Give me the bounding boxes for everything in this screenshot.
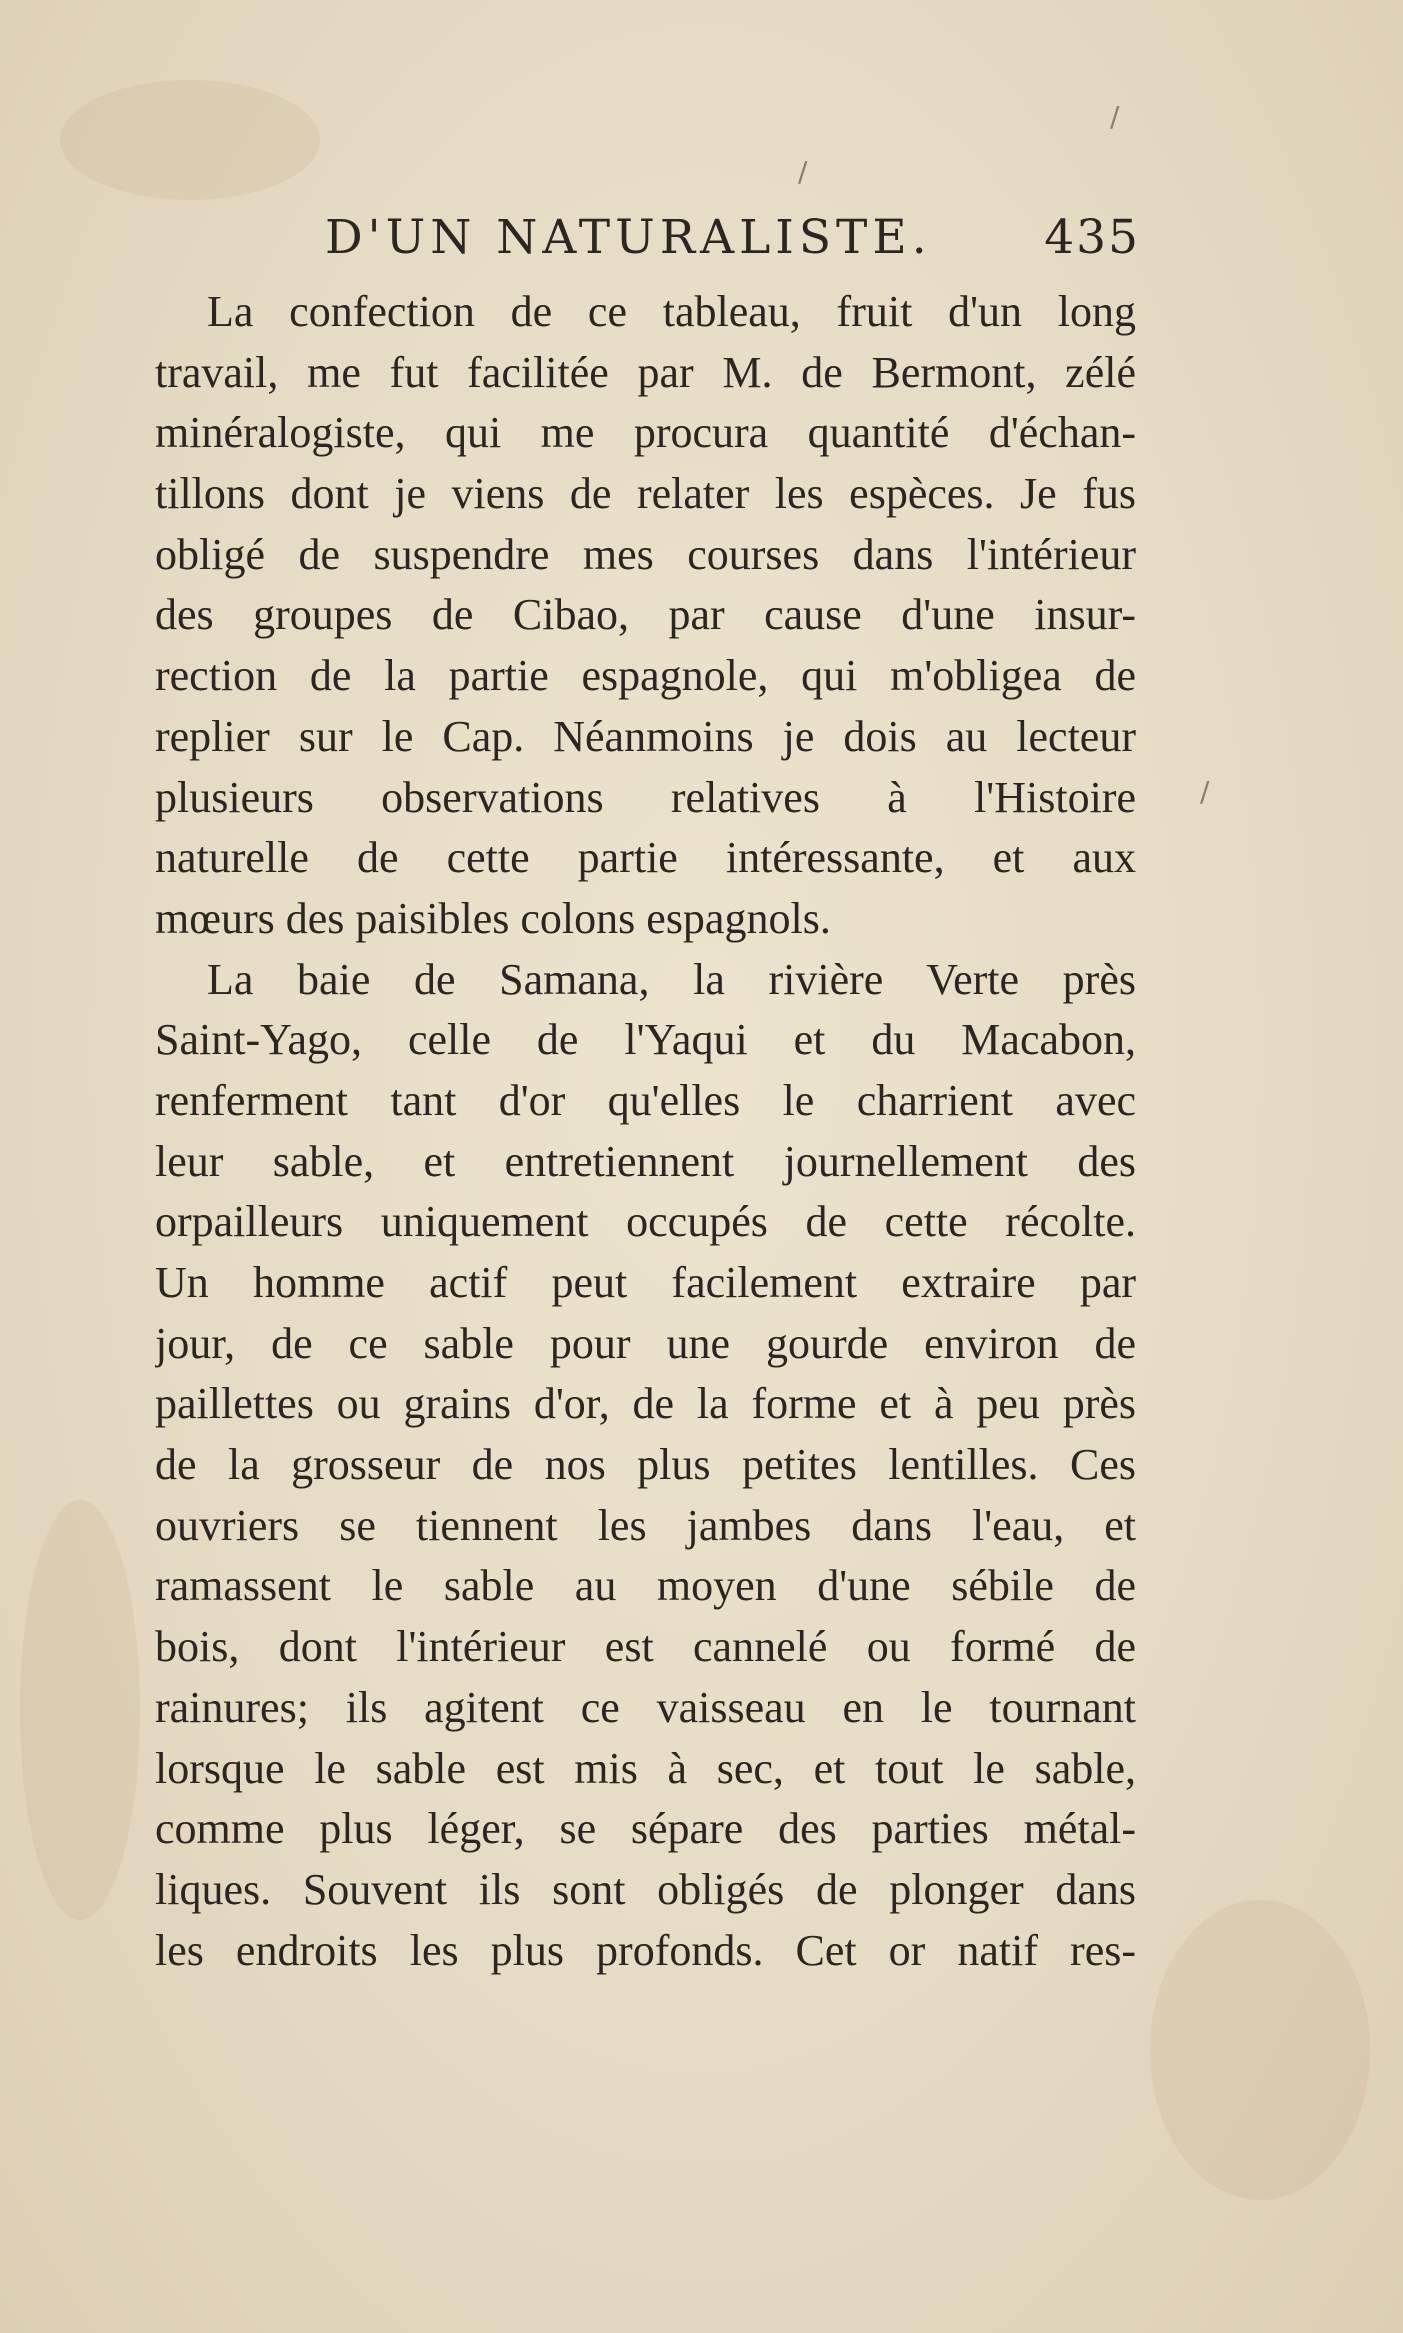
paper-mark: / [1110,100,1120,133]
text-line: lorsque le sable est mis à sec, et tout le sable, [155,1743,1136,1793]
text-line: naturelle de cette partie intéressante, et aux [155,833,1136,883]
paper-stain [20,1500,140,1920]
text-line: de la grosseur de nos plus petites lentilles. Ces [155,1440,1136,1490]
text-line: travail, me fut facilitée par M. de Bermont, zélé [155,347,1136,397]
paper-mark: / [798,155,808,188]
text-line: paillettes ou grains d'or, de la forme et à peu près [155,1379,1136,1429]
text-line: mœurs des paisibles colons espagnols. [155,893,831,943]
text-line: Saint-Yago, celle de l'Yaqui et du Macabon, [155,1015,1136,1065]
text-line: rection de la partie espagnole, qui m'obligea de [155,651,1136,701]
text-line: les endroits les plus profonds. Cet or natif res- [155,1925,1136,1975]
text-line: rainures; ils agitent ce vaisseau en le tournant [155,1682,1136,1732]
text-line: Un homme actif peut facilement extraire par [155,1258,1136,1307]
text-line: bois, dont l'intérieur est cannelé ou formé de [155,1622,1136,1672]
text-line: obligé de suspendre mes courses dans l'intérieur [155,529,1136,579]
text-line: leur sable, et entretiennent journellement des [155,1136,1136,1186]
text-line: comme plus léger, se sépare des parties métal- [155,1804,1136,1854]
text-line: jour, de ce sable pour une gourde environ de [155,1318,1136,1368]
text-line: tillons dont je viens de relater les espèces. Je fus [155,469,1136,519]
text-line: replier sur le Cap. Néanmoins je dois au lecteur [155,711,1136,761]
paper-stain [1150,1900,1370,2200]
page-number: 435 [1044,210,1140,265]
paper-mark: / [1200,775,1210,808]
text-line: des groupes de Cibao, par cause d'une insur- [155,590,1136,640]
body-text [155,282,1136,1981]
text-line: ramassent le sable au moyen d'une sébile de [155,1561,1136,1611]
text-line: La confection de ce tableau, fruit d'un long [207,287,1136,336]
text-line: ouvriers se tiennent les jambes dans l'eau, et [155,1500,1136,1550]
running-title: D'UN NATURALISTE. [325,210,932,265]
paper-stain [60,80,320,200]
text-line: renferment tant d'or qu'elles le charrient avec [155,1075,1136,1125]
page-header [325,210,1140,280]
text-line: La baie de Samana, la rivière Verte près [207,954,1136,1004]
text-line: liques. Souvent ils sont obligés de plonger dans [155,1864,1136,1914]
text-line: minéralogiste, qui me procura quantité d'échan- [155,408,1136,458]
text-line: orpailleurs uniquement occupés de cette récolte. [155,1197,1136,1247]
text-line: plusieurs observations relatives à l'Histoire [155,772,1136,822]
